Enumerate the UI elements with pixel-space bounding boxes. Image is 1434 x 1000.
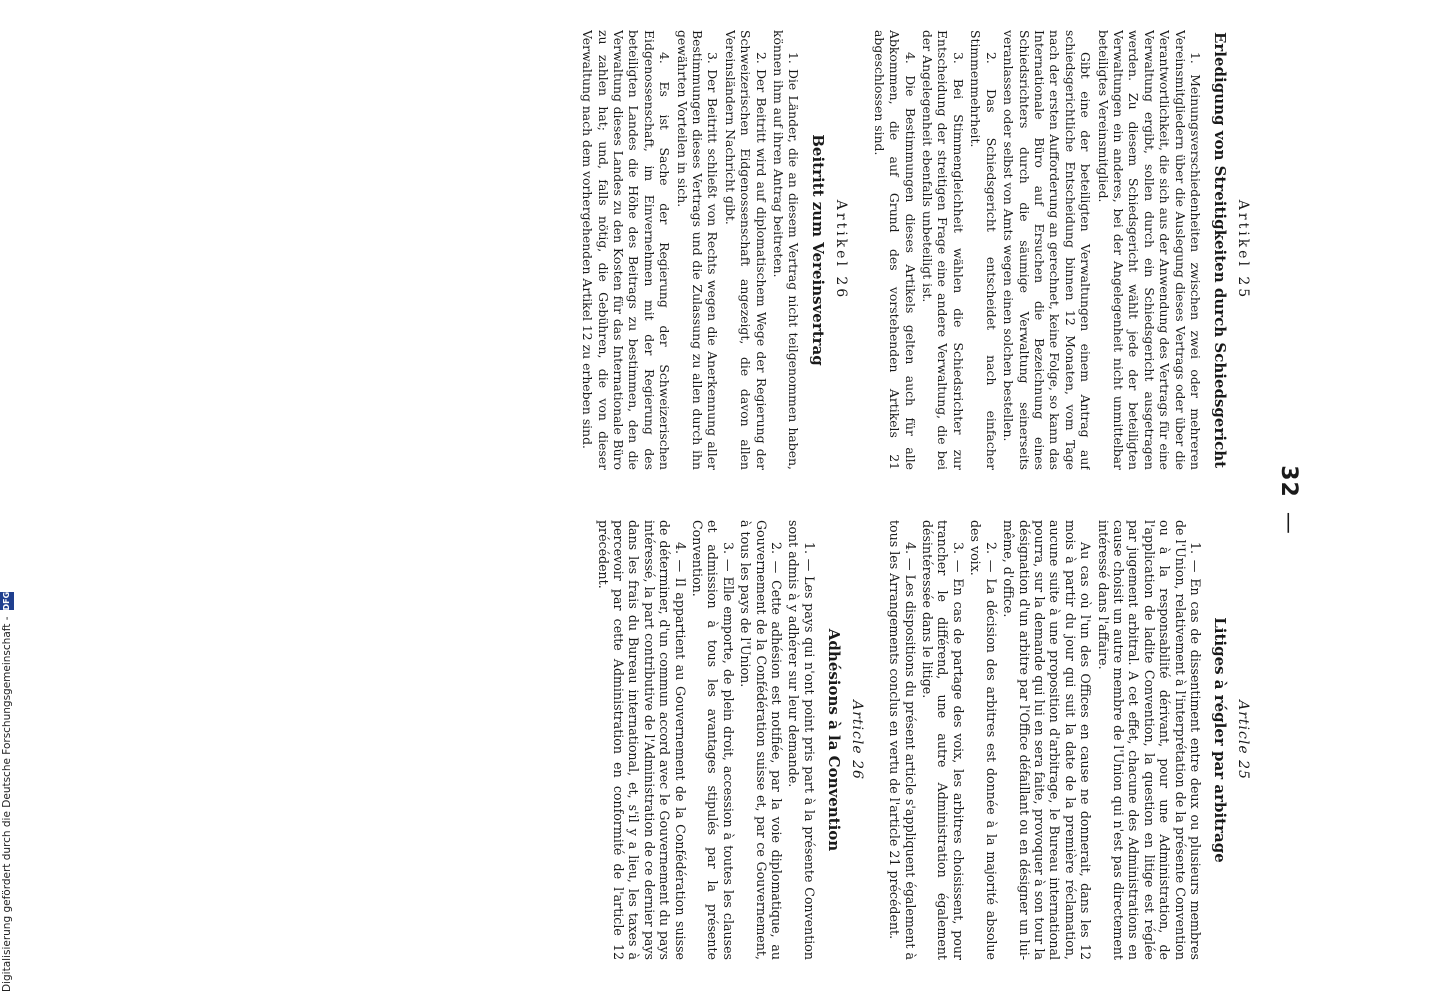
scanned-page: [415, 0, 1315, 1000]
page-number: [1276, 0, 1301, 1000]
french-a26-para-3: 3. — Elle emporte, de plein droit, accession à toutes les clauses et admission à tous les avantages stipulés par la présente Convention.: [690, 520, 736, 960]
german-a26-para-2: 2. Der Beitritt wird auf diplomatischem Wege der Regierung der Schweizerischen Eidgenossenschaft angezeigt, die davon allen Vereinsländern Nachricht gibt.: [722, 30, 769, 470]
german-a25-para-2: Gibt eine der beteiligten Verwaltungen einem Antrag auf schiedsgerichtliche Entscheidung binnen 12 Monaten, vom Tage nach der ersten Aufforderung an gerechnet, keine Folge, so kann das Internationale Büro auf Ersuchen die Bezeichnung eines Schiedsrichters durch die säumige Verwaltung seinerseits veranlassen oder selbst von Amts wegen einen solchen bestellen.: [1001, 30, 1094, 470]
german-a25-para-5: 4. Die Bestimmungen dieses Artikels gelten auch für alle Abkommen, die auf Grund des vorstehenden Artikels 21 abgeschlossen sind.: [871, 30, 918, 470]
french-a25-para-3: 2. — La décision des arbitres est donnée à la majorité absolue des voix.: [968, 520, 999, 960]
french-column: [435, 520, 1255, 960]
digitization-footer: [0, 0, 18, 992]
french-a26-para-2: 2. — Cette adhésion est notifiée, par la voie diplomatique, au Gouvernement de la Confédération suisse et, par ce Gouvernement, à tous les pays de l'Union.: [738, 520, 785, 960]
french-article-26-title: Adhésions à la Convention: [824, 628, 843, 852]
german-a25-para-1: 1. Meinungsverschiedenheiten zwischen zwei oder mehreren Vereinsmitgliedern über die Auslegung dieses Vertrags oder über die Verantwortlichkeit, die sich aus der Anwendung des Vertrags für eine Verwaltung ergibt, sollen durch ein Schiedsgericht ausgetragen werden. Zu diesem Schiedsgericht wählt jede der beteiligten Verwaltungen ein anderes, bei der Angelegenheit nicht unmittelbar beteiligtes Vereinsmitglied.: [1095, 30, 1203, 470]
german-article-25-title: Erledigung von Streitigkeiten durch Schiedsgericht: [1211, 31, 1229, 469]
german-a25-para-4: 3. Bei Stimmengleichheit wählen die Schiedsrichter zur Entscheidung der streitigen Frage eine andere Verwaltung, die bei der Angelegenheit ebenfalls unbeteiligt ist.: [920, 30, 966, 470]
french-a25-para-4: 3. — En cas de partage des voix, les arbitres choisissent, pour trancher le différend, une autre Administration également désintéressée dans le litige.: [920, 520, 966, 960]
french-article-25-label: Article 25: [1235, 700, 1251, 780]
german-a26-para-1: 1. Die Länder, die an diesem Vertrag nicht teilgenommen haben, können ihm auf ihren Antrag beitreten.: [771, 30, 802, 470]
page-number-text: 32: [1276, 465, 1301, 498]
french-a25-para-2: Au cas où l'un des Offices en cause ne donnerait, dans les 12 mois à partir du jour qui suit la date de la première réclamation, aucune suite à une proposition d'arbitrage, le Bureau international pourra, sur la demande qui lui en sera faite, provoquer à son tour la désignation d'un arbitre par l'Office défaillant ou en désigner un lui-même, d'office.: [1001, 520, 1094, 960]
footer-text: Digitalisierung gefördert durch die Deutsche Forschungsgemeinschaft -: [1, 616, 13, 992]
dfg-logo-icon: DFG: [0, 592, 14, 610]
page-number-dash: —: [1276, 511, 1301, 535]
french-a25-para-5: 4. — Les dispositions du présent article s'appliquent également à tous les Arrangements conclus en vertu de l'article 21 précédent.: [887, 520, 918, 960]
german-a26-para-3: 3. Der Beitritt schließt von Rechts wegen die Anerkennung aller Bestimmungen dieses Vertrags und die Zulassung zu allen durch ihn gewährten Vorteilen in sich.: [674, 30, 721, 470]
french-a25-para-1: 1. — En cas de dissentiment entre deux ou plusieurs membres de l'Union, relativement à l'interprétation de la présente Convention ou à la responsabilité dérivant, pour une Administration, de l'application de ladite Convention, la question en litige est réglée par jugement arbitral. A cet effet, chacune des Administrations en cause choisit un autre membre de l'Union qui n'est pas directement intéressé dans l'affaire.: [1095, 520, 1203, 960]
german-article-26-label: Artikel 26: [833, 199, 850, 301]
german-column: [435, 30, 1255, 470]
german-a26-para-4: 4. Es ist Sache der Regierung der Schweizerischen Eidgenossenschaft, im Einvernehmen mit der Regierung des beteiligten Landes die Höhe des Beitrags zu bestimmen, den die Verwaltung dieses Landes zu den Kosten für das Internationale Büro zu zahlen hat; und, falls nötig, die Gebühren, die von dieser Verwaltung nach dem vorhergehenden Artikel 12 zu erheben sind.: [580, 30, 673, 470]
german-article-25-label: Artikel 25: [1235, 199, 1251, 301]
french-article-25-title: Litiges à régler par arbitrage: [1211, 617, 1229, 863]
german-article-26-title: Beitritt zum Vereinsvertrag: [809, 134, 828, 366]
french-a26-para-4: 4. — Il appartient au Gouvernement de la Confédération suisse de déterminer, d'un commun accord avec le Gouvernement du pays intéressé, la part contributive de l'Administration de ce dernier pays dans les frais du Bureau international, et, s'il y a lieu, les taxes à percevoir par cette Administration en conformité de l'article 12 précédent.: [595, 520, 688, 960]
german-a25-para-3: 2. Das Schiedsgericht entscheidet nach einfacher Stimmenmehrheit.: [968, 30, 999, 470]
french-article-26-label: Article 26: [848, 700, 865, 780]
french-a26-para-1: 1. — Les pays qui n'ont point pris part à la présente Convention sont admis à y adhérer sur leur demande.: [786, 520, 817, 960]
